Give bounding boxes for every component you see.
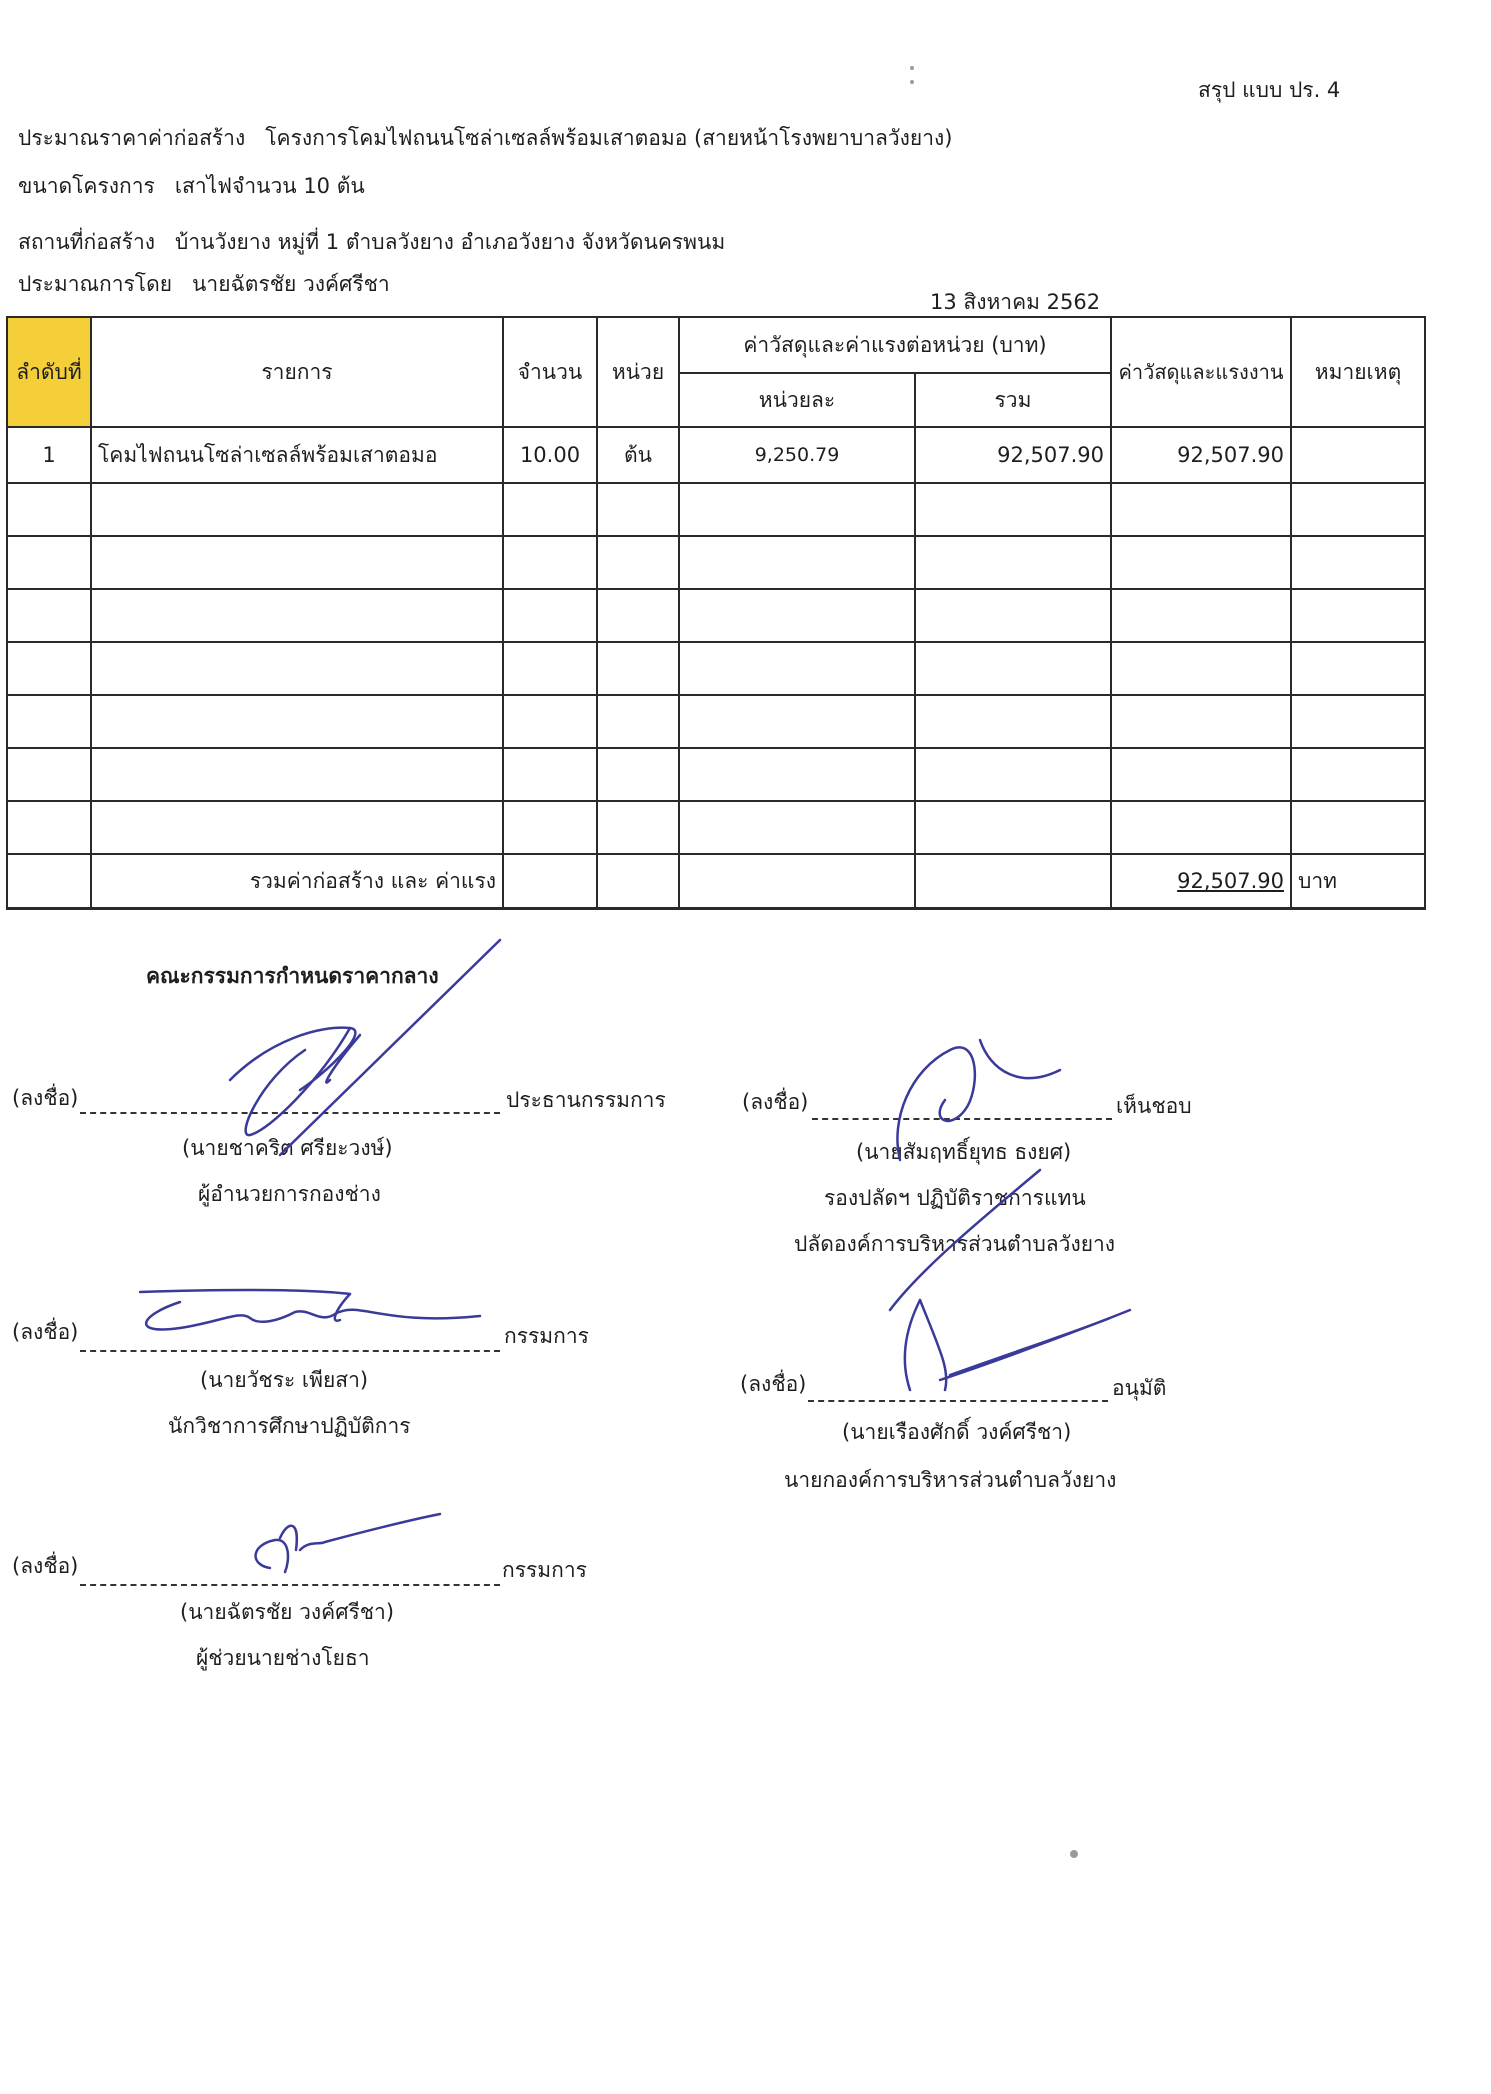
header-seq: ลำดับที่ [7,317,91,427]
chairman-signature [210,930,510,1170]
table-row-blank [7,642,1425,695]
chairman-position: ผู้อำนวยการกองช่าง [198,1182,381,1206]
sign-prefix: (ลงชื่อ) [740,1372,807,1396]
document-date: 13 สิงหาคม 2562 [930,290,1101,314]
table-row-blank [7,483,1425,536]
estimate-line [18,122,952,155]
estimator-value: นายฉัตรชัย วงค์ศรีชา [192,272,390,296]
sign-prefix: (ลงชื่อ) [742,1090,809,1114]
scan-speck [910,80,914,84]
table-row-blank [7,695,1425,748]
approver-signature [880,1160,1140,1400]
sign-prefix: (ลงชื่อ) [12,1554,79,1578]
sign-prefix: (ลงชื่อ) [12,1086,79,1110]
signature-line [808,1400,1108,1402]
size-line [18,170,365,203]
header-unit-cost-group: ค่าวัสดุและค่าแรงต่อหน่วย (บาท) [679,317,1111,373]
member1-position: นักวิชาการศึกษาปฏิบัติการ [168,1414,411,1438]
member1-name: (นายวัชระ เพียสา) [200,1368,369,1392]
cell-material-labor: 92,507.90 [1111,427,1291,483]
chairman-name: (นายชาคริต ศรียะวงษ์) [182,1136,393,1160]
sign-prefix: (ลงชื่อ) [12,1320,79,1344]
estimate-label: ประมาณราคาค่าก่อสร้าง [18,126,246,150]
table-row-blank [7,536,1425,589]
total-label: รวมค่าก่อสร้าง และ ค่าแรง [91,854,503,909]
cell-seq: 1 [7,427,91,483]
member1-role: กรรมการ [504,1324,589,1348]
header-remark: หมายเหตุ [1291,317,1425,427]
member2-signature [230,1510,450,1590]
size-label: ขนาดโครงการ [18,174,155,198]
approver-position: นายกองค์การบริหารส่วนตำบลวังยาง [784,1468,1117,1492]
location-value: บ้านวังยาง หมู่ที่ 1 ตำบลวังยาง อำเภอวังยาง จังหวัดนครพนม [175,230,726,254]
member2-role: กรรมการ [502,1558,587,1582]
endorser-name: (นายสัมฤทธิ์ยุทธ ธงยศ) [856,1140,1072,1164]
header-item: รายการ [91,317,503,427]
header-qty: จำนวน [503,317,597,427]
form-code: สรุป แบบ ปร. 4 [1198,78,1341,102]
scan-speck [1070,1850,1078,1858]
size-value: เสาไฟจำนวน 10 ต้น [174,174,365,198]
project-name: โครงการโคมไฟถนนโซล่าเซลล์พร้อมเสาตอมอ (สายหน้าโรงพยาบาลวังยาง) [265,126,953,150]
scan-speck [910,66,914,70]
table-row-blank [7,748,1425,801]
cell-unit: ต้น [597,427,679,483]
total-value: 92,507.90 [1111,854,1291,909]
endorser-position: รองปลัดฯ ปฏิบัติราชการแทน [824,1186,1086,1210]
approver-role: อนุมัติ [1112,1376,1167,1400]
header-per-unit: หน่วยละ [679,373,915,427]
chairman-role: ประธานกรรมการ [506,1088,666,1112]
estimator-label: ประมาณการโดย [18,272,173,296]
committee-title: คณะกรรมการกำหนดราคากลาง [146,964,439,988]
header-unit: หน่วย [597,317,679,427]
approver-name: (นายเรืองศักดิ์ วงค์ศรีชา) [842,1420,1072,1444]
bill-of-quantities-table [6,316,1426,910]
location-line [18,226,725,259]
total-unit: บาท [1291,854,1425,909]
table-row [7,427,1425,483]
location-label: สถานที่ก่อสร้าง [18,230,155,254]
member2-position: ผู้ช่วยนายช่างโยธา [196,1646,370,1670]
estimator-line [18,268,390,301]
endorser-signature [870,1030,1090,1170]
cell-per-unit: 9,250.79 [679,427,915,483]
total-row [7,854,1425,909]
member2-name: (นายฉัตรชัย วงค์ศรีชา) [180,1600,395,1624]
cell-remark [1291,427,1425,483]
table-row-blank [7,801,1425,854]
cell-qty: 10.00 [503,427,597,483]
header-material-labor: ค่าวัสดุและแรงงาน [1111,317,1291,427]
endorser-role: เห็นชอบ [1116,1094,1192,1118]
header-subtotal: รวม [915,373,1111,427]
endorser-position2: ปลัดองค์การบริหารส่วนตำบลวังยาง [794,1232,1116,1256]
member1-signature [120,1280,500,1360]
cell-subtotal: 92,507.90 [915,427,1111,483]
table-row-blank [7,589,1425,642]
cell-item: โคมไฟถนนโซล่าเซลล์พร้อมเสาตอมอ [91,427,503,483]
